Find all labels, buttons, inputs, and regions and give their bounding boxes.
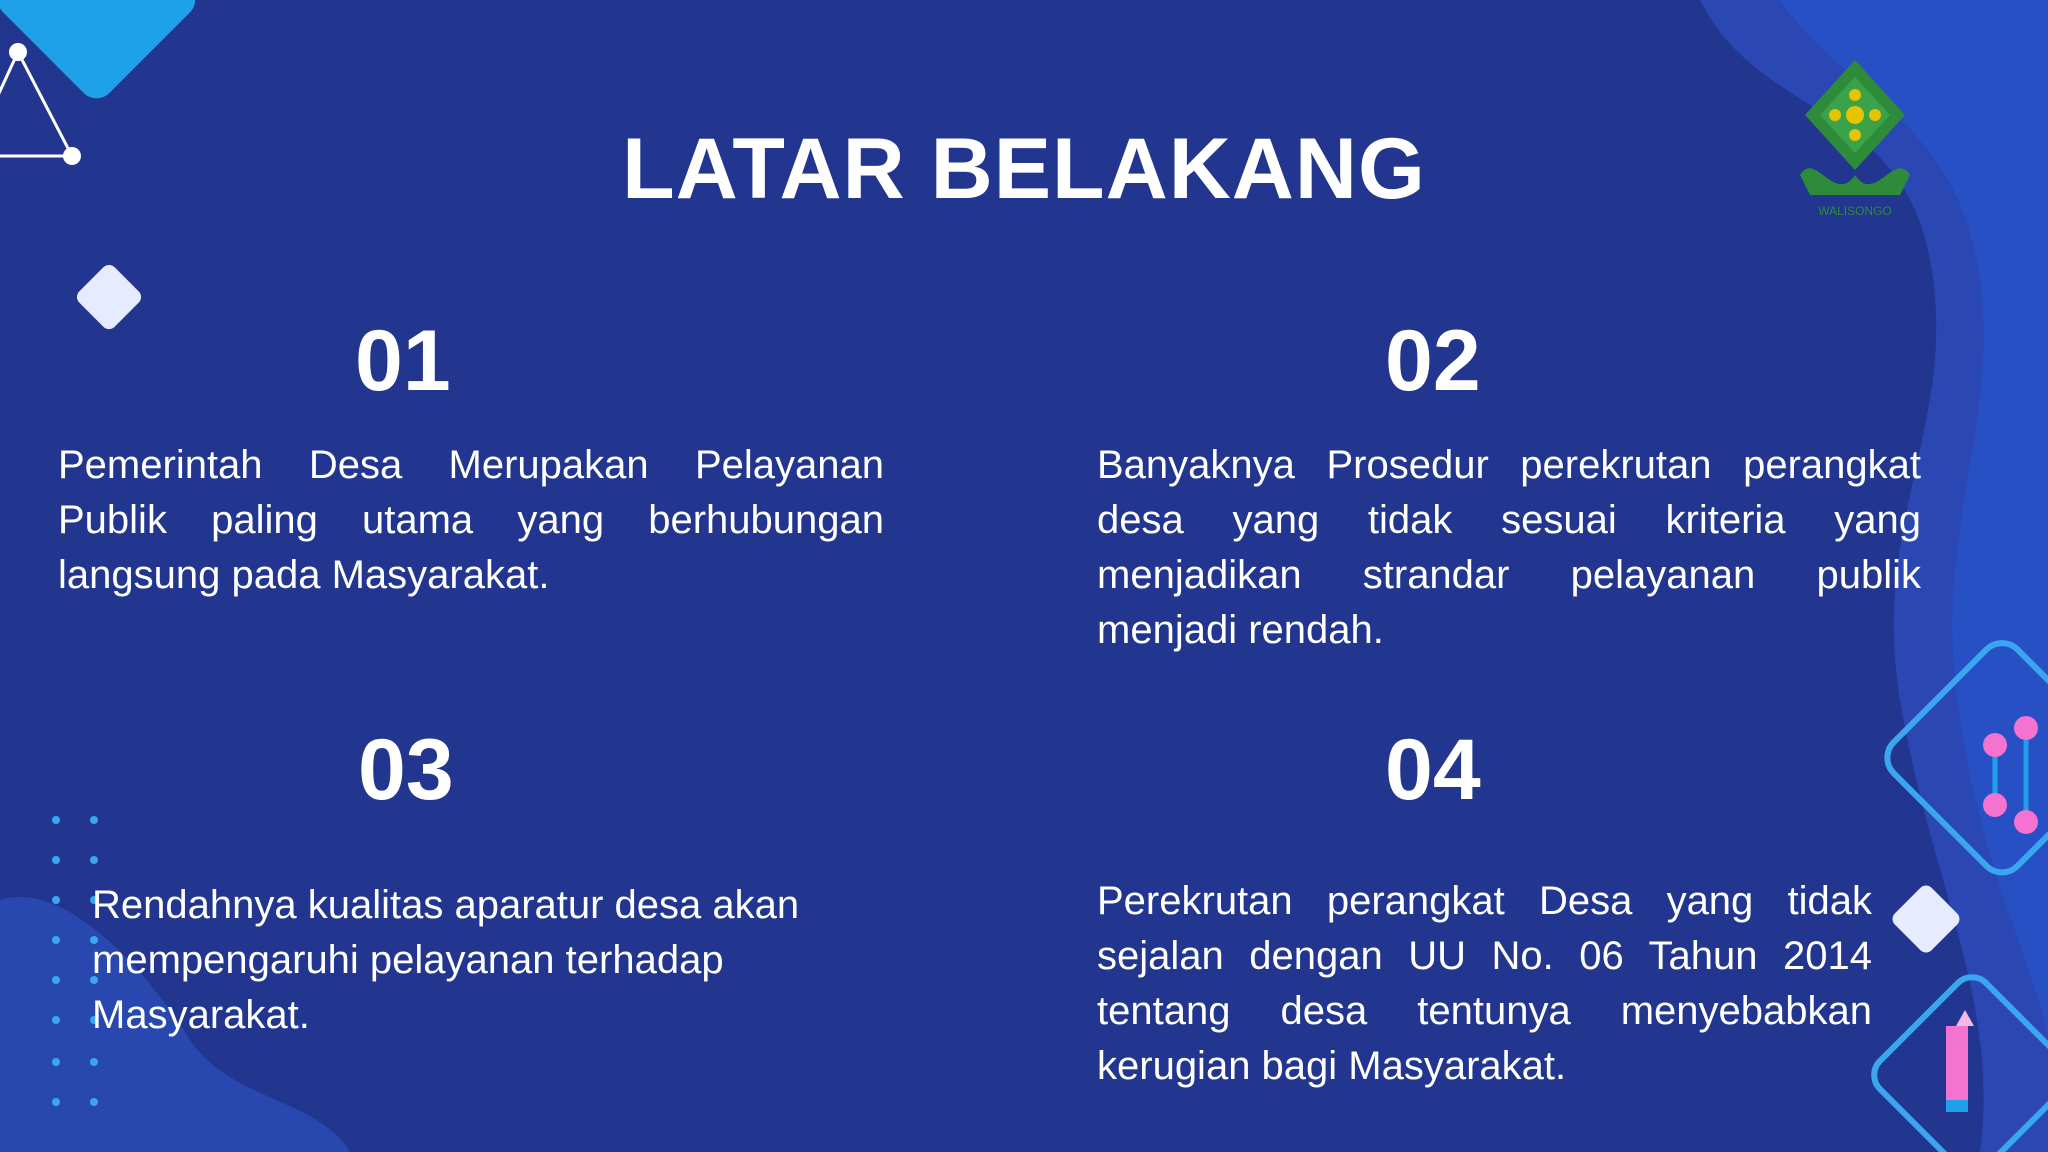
logo-text: WALISONGO (1818, 204, 1892, 218)
item-text-04: Perekrutan perangkat Desa yang tidak sejalan dengan UU No. 06 Tahun 2014 tentang desa tentunya menyebabkan kerugian bagi Masyarakat. (1097, 879, 1872, 1088)
slide-title: LATAR BELAKANG (622, 121, 1426, 217)
item-text-01: Pemerintah Desa Merupakan Pelayanan Publik paling utama yang berhubungan langsung pada Masyarakat. (58, 443, 884, 597)
item-number-01: 01 (355, 313, 451, 409)
item-number-02: 02 (1385, 313, 1481, 409)
top-left-diamond (0, 0, 203, 106)
triangle-node-icon (9, 43, 27, 61)
pencil-icon (1946, 1010, 1974, 1112)
item-number-03: 03 (358, 722, 454, 818)
small-white-diamond (74, 262, 145, 333)
item-text-02: Banyaknya Prosedur perekrutan perangkat desa yang tidak sesuai kriteria yang menjadikan strandar pelayanan publik menjadi rendah. (1097, 443, 1921, 652)
item-text-03: Rendahnya kualitas aparatur desa akan mempengaruhi pelayanan terhadap Masyarakat. (92, 883, 800, 1037)
item-number-04: 04 (1385, 722, 1481, 818)
